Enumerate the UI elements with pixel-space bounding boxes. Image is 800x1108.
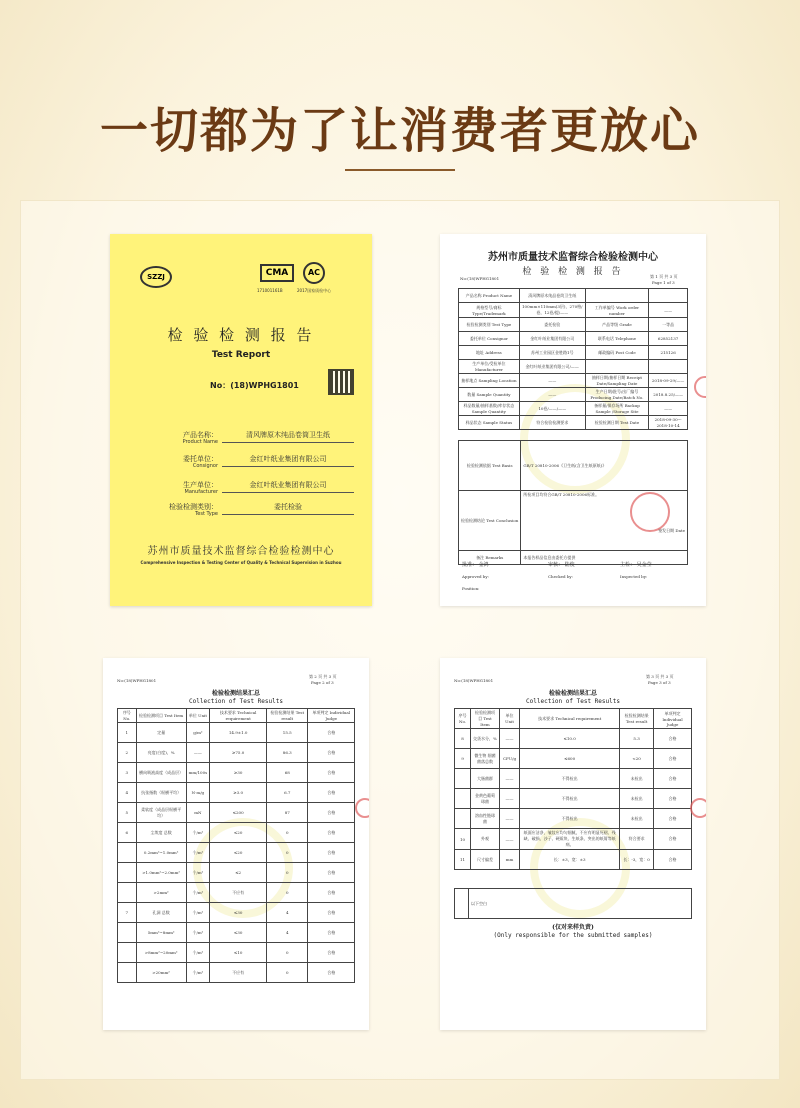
table-cell: ≥3.0 [210,783,267,803]
table-cell: 尘埃度 总数 [136,823,186,843]
manufacturer-label-en: Manufacturer [184,489,218,495]
doc3-note-cn: (仅对来样负责) [552,924,594,931]
doc1-org: 苏州市质量技术监督综合检验检测中心 [488,252,658,263]
cma-number: 171001161B [257,288,283,293]
table-cell: 检验检测类别 Test Type [459,318,520,332]
table-cell: 合格 [653,769,691,789]
doc2-title-en: Collection of Test Results [189,698,283,705]
table-cell: ≤30 [210,923,267,943]
table-cell: 0 [267,943,308,963]
table-header-cell: 检验检测项目 Test Item [470,709,499,729]
table-cell: 长：±3，宽：±3 [520,850,620,870]
cover-report-number: No：(18)WPHG1801 [210,381,299,390]
doc2-title-cn: 检验检测结果汇总 [211,690,260,697]
table-cell: 合格 [653,850,691,870]
product-value: 清风牌原木纯品卷筒卫生纸 [222,430,354,443]
basis-label: 检验检测依据 Test Basis [459,441,521,491]
table-cell: 抗张指数（纵横平均） [136,783,186,803]
table-cell: 4 [267,903,308,923]
inspected-by: 主检： 吴金莹 [620,562,652,568]
table-cell [118,963,137,983]
cma-logo-icon: CMA [260,264,294,282]
table-cell: 样品数量/抽样基数/库存状态 Sample Quantity [459,402,520,416]
table-cell: 纸面应洁净，皱纹应均匀细腻，不应有明显死褶、残缺、破损、沙子、硬质块、生纸条、突出的纸屑等纸病。 [520,829,620,850]
table-header-cell: 单位 Unit [499,709,519,729]
table-cell: 合格 [308,803,355,823]
table-cell: 生产单位/受检单位 Manufacturer [459,360,520,374]
table-row [459,303,688,318]
cover-title-en: Test Report [211,350,271,360]
table-cell: 合格 [308,903,355,923]
table-cell: 6.7 [267,783,308,803]
table-cell: 联系电话 Telephone [585,332,649,346]
table-cell: 合格 [308,963,355,983]
table-cell: 大肠菌群 [470,769,499,789]
testtype-value: 委托检验 [222,502,354,515]
table-cell: 金黄色葡萄球菌 [470,789,499,809]
table-cell: 合格 [653,749,691,769]
table-cell: mN [186,803,210,823]
table-cell: 交货水分，% [470,729,499,749]
table-cell [118,863,137,883]
table-cell: 符合要求 [620,829,654,850]
table-cell: 合格 [308,763,355,783]
table-cell: 5 [118,803,137,823]
table-cell [118,923,137,943]
product-label-en: Product Name [182,439,218,445]
table-header-cell: 单项判定 Individual Judge [653,709,691,729]
report-page-1 [440,234,706,606]
table-row [455,850,692,870]
table-cell: ≤20 [210,843,267,863]
table-cell: 个/m² [186,843,210,863]
table-cell: 生产日期/批号/出厂编号 Producing Date/Batch No. [585,388,649,402]
table-row [118,923,355,943]
table-header-cell: 检验检测项目 Test Item [136,709,186,723]
doc3-no: No:(18)WPHG1801 [454,678,494,683]
table-cell: 不得检出 [520,789,620,809]
doc1-title: 检 验 检 测 报 告 [522,267,624,277]
table-cell: 不应有 [210,883,267,903]
table-cell: 个/m² [186,823,210,843]
table-row [455,809,692,829]
table-cell: 备样量/保存场所 Backup Sample /Storage Site [585,402,649,416]
table-cell: 产品等级 Grade [585,318,649,332]
table-cell: 2018-09-30～2018-10-14 [649,416,688,430]
table-cell: 未检出 [620,789,654,809]
table-cell: —— [499,769,519,789]
ac-caption: 2017国家质检中心 [297,288,332,293]
doc3-page: 第 3 页 共 3 页 [646,674,674,679]
cover-org: 苏州市质量技术监督综合检验检测中心 [147,546,335,557]
table-cell: —— [499,809,519,829]
table-cell: 100mm×110mm(3层)，270格/卷，12卷/提/—— [519,303,585,318]
table-cell [585,289,649,303]
conclusion-value: 所检项目均符合GB/T 20810-2006标准。 [523,492,600,497]
table-cell: 定量 [136,723,186,743]
table-cell: —— [499,729,519,749]
table-cell: >20mm² [136,963,186,983]
blank-label: 以下空白 [469,889,692,919]
table-row [118,863,355,883]
doc2-page-en: Page 2 of 3 [311,680,334,685]
table-cell: 4 [118,783,137,803]
table-cell: 横向吸液高度（成品层） [136,763,186,783]
table-cell: 合格 [308,743,355,763]
table-cell: 未检出 [620,809,654,829]
table-cell: 8 [455,729,471,749]
table-cell: 3 [118,763,137,783]
table-row [459,360,688,374]
table-cell: 2 [118,743,137,763]
table-cell: 0 [267,963,308,983]
testtype-label: 检验检测类别： [169,503,218,511]
table-cell: 工作单编号 Work order number [585,303,649,318]
table-cell: CFU/g [499,749,519,769]
table-row [459,318,688,332]
table-row [118,723,355,743]
table-cell: 微生物 细菌菌落总数 [470,749,499,769]
table-row [118,783,355,803]
table-row [459,374,688,388]
table-row [459,289,688,303]
table-cell: 5.3 [620,729,654,749]
headline-divider [345,169,455,171]
table-cell: 4 [267,923,308,943]
table-cell: 86.3 [267,743,308,763]
table-cell: —— [499,789,519,809]
table-cell: 15.5 [267,723,308,743]
table-cell: 长：-3，宽：0 [620,850,654,870]
position-label: Position: [462,586,480,591]
table-header-cell: 检验检测结果 Test result [267,709,308,723]
table-cell: 14.9±1.0 [210,723,267,743]
doc3-results-table [454,708,692,870]
table-cell: ≤10 [210,943,267,963]
table-cell: 个/m² [186,903,210,923]
table-cell: 0 [267,823,308,843]
table-cell: mm/100s [186,763,210,783]
table-cell: —— [649,303,688,318]
basis-value: GB/T 20810-2006《卫生纸(含卫生纸原纸)》 [521,441,688,491]
table-header-cell: 技术要求 Technical requirement [210,709,267,723]
table-cell: 合格 [308,943,355,963]
table-header-cell: 单位 Unit [186,709,210,723]
table-cell: 合格 [308,723,355,743]
table-cell: 10 [455,829,471,850]
table-cell [649,289,688,303]
table-row [118,843,355,863]
table-cell: 不得检出 [520,769,620,789]
table-cell: mm [499,850,519,870]
table-cell: —— [519,374,585,388]
table-cell: 清风牌原木纯品卷筒卫生纸 [519,289,585,303]
table-cell: 0 [267,883,308,903]
inspected-by-en: Inspected by: [620,574,648,579]
table-row [118,743,355,763]
table-cell: 孔洞 总数 [136,903,186,923]
cover-org-en: Comprehensive Inspection & Testing Center of Quality & Technical Supervision in Suzhou [140,560,342,565]
cover-row-consignor [130,454,360,474]
table-cell: 未检出 [620,769,654,789]
table-row [459,416,688,430]
doc2-results-table [117,708,355,983]
doc1-no: No:(18)WPHG1801 [460,276,500,281]
table-header-row [118,709,355,723]
consignor-label: 委托单位： [183,455,218,463]
table-cell: ≥75.0 [210,743,267,763]
table-row [118,883,355,903]
table-row [459,346,688,360]
table-cell [585,360,649,374]
table-cell: 邮政编码 Post Code [585,346,649,360]
doc1-page-en: Page 1 of 3 [652,280,675,285]
table-row [455,729,692,749]
product-label: 产品名称： [183,431,218,439]
table-cell: 金红叶纸业集团有限公司/—— [519,360,585,374]
table-cell: 7 [118,903,137,923]
table-cell: 金红叶纸业集团有限公司 [519,332,585,346]
table-row [455,829,692,850]
table-cell: 2018-09-29/—— [649,374,688,388]
consignor-value: 金红叶纸业集团有限公司 [222,454,354,467]
table-cell: 数量 Sample Quantity [459,388,520,402]
table-cell: 6 [118,823,137,843]
table-row [459,332,688,346]
table-row [455,749,692,769]
table-cell: ≤30 [210,903,267,923]
table-cell: 合格 [653,809,691,829]
table-cell [455,789,471,809]
table-header-cell: 技术要求 Technical requirement [520,709,620,729]
table-cell: 溶血性链球菌 [470,809,499,829]
table-row [118,943,355,963]
table-cell: 个/m² [186,923,210,943]
table-cell: 0.2mm²~1.0mm² [136,843,186,863]
table-row [455,769,692,789]
table-cell: 抽样地点 Sampling Location [459,374,520,388]
table-cell: 规格型号/商标 Type/Trademark [459,303,520,318]
checked-by-en: Checked by: [548,574,574,579]
table-cell: 0 [267,843,308,863]
qr-code-icon [328,369,354,395]
doc3-title-cn: 检验检测结果汇总 [548,690,597,697]
table-cell: 个/m² [186,863,210,883]
table-header-row [455,709,692,729]
testtype-label-en: Test Type [195,511,218,517]
remark-value: 本报告样品信息由委托方提供 [521,551,688,565]
table-cell: 委托单位 Consignor [459,332,520,346]
issue-date-label: 签发日期 Date [658,528,685,533]
table-cell: ≥30 [210,763,267,783]
table-cell: 不应有 [210,963,267,983]
table-cell: 1 [118,723,137,743]
checked-by: 审核： 陆俊 [548,562,575,568]
table-cell: 苏州工业园区金胜路1号 [519,346,585,360]
page-seal-icon [694,376,706,398]
doc1-page: 第 1 页 共 3 页 [650,274,678,279]
table-header-cell: 序号 No. [455,709,471,729]
table-cell: 合格 [653,729,691,749]
table-cell: 68 [267,763,308,783]
table-cell: 合格 [308,843,355,863]
table-row [118,763,355,783]
table-cell: 一等品 [649,318,688,332]
doc1-info-table [458,288,688,430]
table-cell: ≤10.0 [520,729,620,749]
table-cell: >1.0mm²~2.0mm² [136,863,186,883]
table-cell: 产品名称 Product Name [459,289,520,303]
table-cell: 合格 [653,829,691,850]
table-cell: 合格 [653,789,691,809]
table-cell [118,943,137,963]
cover-row-testtype [130,502,360,522]
ac-logo-icon: AC [303,262,325,284]
page-seal-icon [690,798,706,818]
table-cell: 2018.8.25/—— [649,388,688,402]
table-cell: 个/m² [186,963,210,983]
table-header-cell: 检验检测结果 Test result [620,709,654,729]
table-cell: 62852137 [649,332,688,346]
doc3-title-en: Collection of Test Results [526,698,620,705]
table-cell: 地址 Address [459,346,520,360]
table-cell: ≤20 [210,823,267,843]
table-cell: 0 [267,863,308,883]
table-cell [455,809,471,829]
cover-row-product [130,430,360,450]
table-cell: 不得检出 [520,809,620,829]
doc3-blank-table [454,888,692,919]
table-row [118,823,355,843]
report-page-3 [440,658,706,1030]
table-cell: 9 [455,749,471,769]
conclusion-label: 检验检测结论 Test Conclusion [459,491,521,551]
doc3-page-en: Page 3 of 3 [648,680,671,685]
cover-title: 检 验 检 测 报 告 [167,326,315,344]
page-headline: 一切都为了让消费者更放心 [99,103,700,159]
table-cell: 合格 [308,923,355,943]
table-row [118,903,355,923]
table-cell [649,360,688,374]
table-cell: >8mm²~20mm² [136,943,186,963]
table-header-cell: 序号 No. [118,709,137,723]
table-cell: —— [519,388,585,402]
table-cell: N·m/g [186,783,210,803]
table-cell: 215126 [649,346,688,360]
table-row [118,803,355,823]
manufacturer-label: 生产单位： [183,481,218,489]
table-cell: 检验检测日期 Test Date [585,416,649,430]
table-cell [118,883,137,903]
table-cell: 样品状态 Sample Status [459,416,520,430]
table-cell: 柔软度（成品层纵横平均） [136,803,186,823]
table-row [118,963,355,983]
report-cover [110,234,372,606]
table-cell: g/m² [186,723,210,743]
table-row [459,402,688,416]
table-cell: 11 [455,850,471,870]
table-cell: 委托检验 [519,318,585,332]
doc2-no: No:(18)WPHG1801 [117,678,157,683]
table-cell [455,769,471,789]
remark-label: 备注 Remarks [459,551,521,565]
table-cell: 合格 [308,863,355,883]
cover-row-manufacturer [130,480,360,500]
table-cell: 合格 [308,883,355,903]
table-cell: 符合检验检测要求 [519,416,585,430]
table-cell: 10卷/——/—— [519,402,585,416]
table-cell: ≤200 [210,803,267,823]
table-cell: ≤600 [520,749,620,769]
report-page-2 [103,658,369,1030]
approved-by-en: Approved by: [462,574,489,579]
official-seal-icon [630,492,670,532]
table-row [455,789,692,809]
consignor-label-en: Consignor [192,463,218,469]
manufacturer-value: 金红叶纸业集团有限公司 [222,480,354,493]
table-cell [118,843,137,863]
table-cell: 87 [267,803,308,823]
table-cell: 个/m² [186,943,210,963]
table-cell: <20 [620,749,654,769]
approved-by: 批准： 金鸿 [462,562,489,568]
table-cell: —— [499,829,519,850]
table-cell: 5mm²~8mm² [136,923,186,943]
table-cell: 合格 [308,823,355,843]
table-cell: 亮度(白度)，% [136,743,186,763]
table-header-cell: 单项判定 Individual Judge [308,709,355,723]
table-cell: 抽样日期/抽样日期 Receipt Date/Sampling Date [585,374,649,388]
table-cell: 个/m² [186,883,210,903]
page-seal-icon [355,798,369,818]
szzj-logo-icon: SZZJ [140,266,172,288]
table-cell: 外观 [470,829,499,850]
table-cell: >2mm² [136,883,186,903]
table-row [459,388,688,402]
table-cell: ≤2 [210,863,267,883]
table-cell: 合格 [308,783,355,803]
table-cell: —— [186,743,210,763]
doc3-note-en: (Only responsible for the submitted samples) [493,932,653,939]
table-cell: —— [649,402,688,416]
doc2-page: 第 2 页 共 3 页 [309,674,337,679]
table-cell: 尺寸偏差 [470,850,499,870]
